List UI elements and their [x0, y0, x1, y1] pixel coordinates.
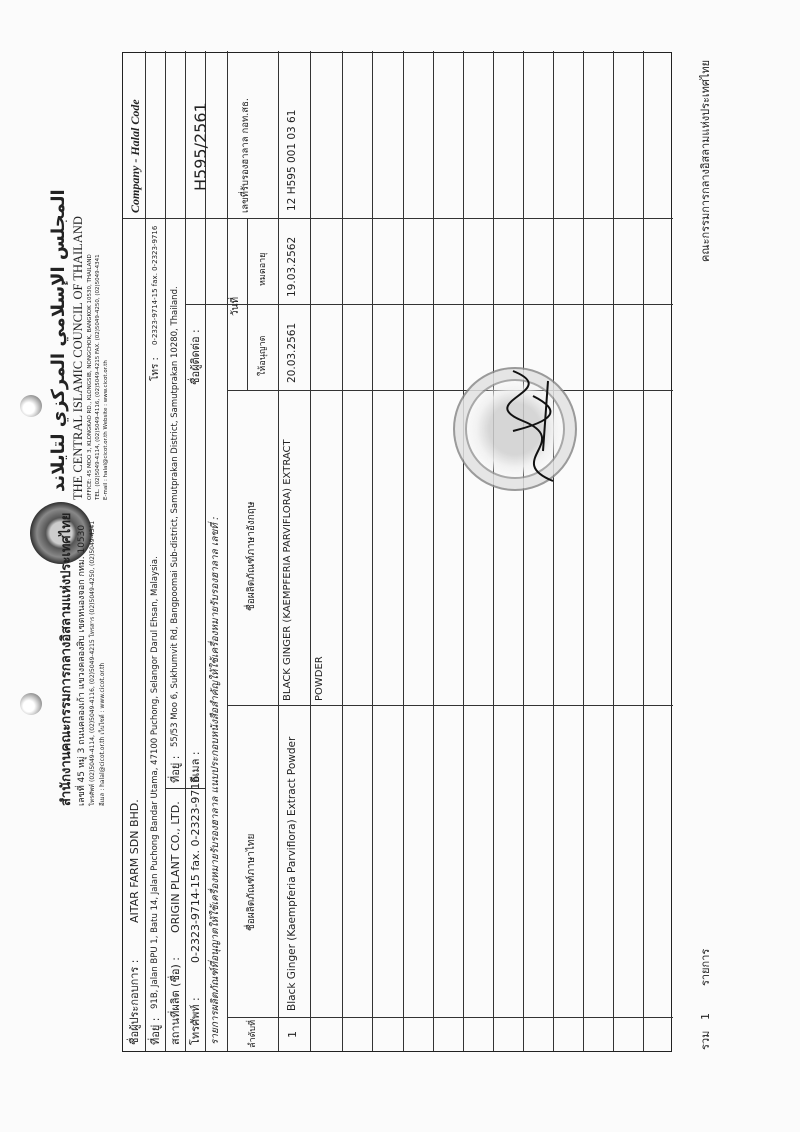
row1-cert-no: 12 H595 001 03 61	[286, 109, 298, 211]
col-date-header: วันที่	[230, 296, 241, 316]
punch-hole-right	[20, 395, 42, 417]
phone-label: โทรศัพท์ :	[189, 997, 202, 1045]
company-label: ชื่อผู้ประกอบการ :	[128, 959, 141, 1045]
row1-no: 1	[286, 1031, 299, 1038]
row1-approved-date: 20.03.2561	[286, 322, 298, 383]
tel-value: 0-2323-9714-15 fax. 0-2323-9716	[151, 225, 159, 345]
total-label: รวม	[699, 1030, 712, 1050]
factory-label: สถานที่ผลิต (ชื่อ) :	[169, 956, 182, 1045]
col-expiry-header: หมดอายุ	[258, 252, 268, 286]
row1-name-th: Black Ginger (Kaempferia Parviflora) Extract Powder	[286, 736, 298, 1011]
company-halal-code-label: Company - Halal Code	[128, 99, 142, 213]
email-label: อีเมล :	[189, 751, 202, 783]
address-value: 91B, Jalan BPU 1, Batu 14, Jalan Puchong Bandar Utama, 47100 Puchong, Selangor Darul Ehsan, Malaysia.	[150, 556, 160, 1009]
phone-value: 0-2323-9714-15 fax. 0-2323-9716	[189, 775, 202, 963]
signature	[493, 351, 583, 491]
org-email-en: E-mail : halal@cicot.or.th Website : www.cicot.or.th	[103, 360, 109, 500]
col-name-en-header: ชื่อผลิตภัณฑ์ภาษาอังกฤษ	[246, 501, 257, 611]
address-label: ที่อยู่ :	[149, 1017, 162, 1045]
contact-label: ชื่อผู้ติดต่อ :	[189, 329, 202, 385]
org-phone-th: โทรศัพท์ (02)5049-4114, (02)5049-4116, (02)5049-4215 โทรสาร (02)5049-4250, (02)5049-4341	[89, 520, 96, 806]
total-unit: รายการ	[699, 948, 712, 986]
col-name-th-header: ชื่อผลิตภัณฑ์ภาษาไทย	[246, 833, 257, 931]
col-approved-header: ให้อนุญาต	[258, 335, 268, 376]
org-name-th: สำนักงานคณะกรรมการกลางอิสลามแห่งประเทศไทย	[59, 512, 74, 806]
list-intro: รายการผลิตภัณฑ์ที่อนุญาตให้ใช้เครื่องหมายรับรองฮาลาล แนบประกอบหนังสือสำคัญให้ใช้เครื่องหมายรับรองฮาลาล เลขที่ :	[210, 516, 221, 1045]
row1-name-en-line1: BLACK GINGER (KAEMPFERIA PARVIFLORA) EXTRACT	[282, 439, 293, 701]
factory-address-value: 55/53 Moo 6, Sukhumvit Rd, Bangpoomai Sub-district, Samutprakan District, Samutprakan 10280, Thailand.	[170, 286, 180, 747]
factory-value: ORIGIN PLANT CO., LTD.	[169, 801, 182, 933]
committee-signature-line: คณะกรรมการกลางอิสลามแห่งประเทศไทย	[699, 59, 712, 262]
factory-address-label: ที่อยู่ :	[169, 755, 182, 783]
org-office-en: OFFICE: 45 MOO 3, KLONGKAO RD., KLONGSIB, NONGCHOK, BANGKOK 10530, THAILAND	[87, 254, 93, 500]
company-value: AITAR FARM SDN BHD.	[128, 799, 141, 923]
col-cert-header: เลขที่รับรองฮาลาล กอท.สธ.	[240, 98, 251, 213]
org-name-en: THE CENTRAL ISLAMIC COUNCIL OF THAILAND	[71, 216, 85, 500]
total-count: 1	[699, 1013, 712, 1020]
org-tel-en: TEL. (02)5049-4114, (02)5049-4116, (02)5049-4215 FAX. (02)5049-4250, (02)5049-4341	[95, 254, 101, 500]
company-halal-code: H595/2561	[191, 102, 210, 191]
row1-expiry-date: 19.03.2562	[286, 236, 298, 297]
row1-name-en-line2: POWDER	[314, 656, 325, 701]
col-no-header: ลำดับที่	[248, 1019, 258, 1048]
tel-label: โทร :	[150, 357, 161, 381]
punch-hole-left	[20, 693, 42, 715]
org-web-th: อีเมล : halal@cicot.or.th เว็บไซต์ : www.cicot.or.th	[99, 662, 106, 806]
arabic-calligraphy-title: المجلس الإسلامي المركزي لتايلاند	[48, 189, 69, 492]
org-address-th: เลขที่ 45 หมู่ 3 ถนนคลองเก้า แขวงคลองสิบ เขตหนองจอก กทม. 10530	[77, 524, 87, 806]
form-table	[122, 52, 672, 1052]
